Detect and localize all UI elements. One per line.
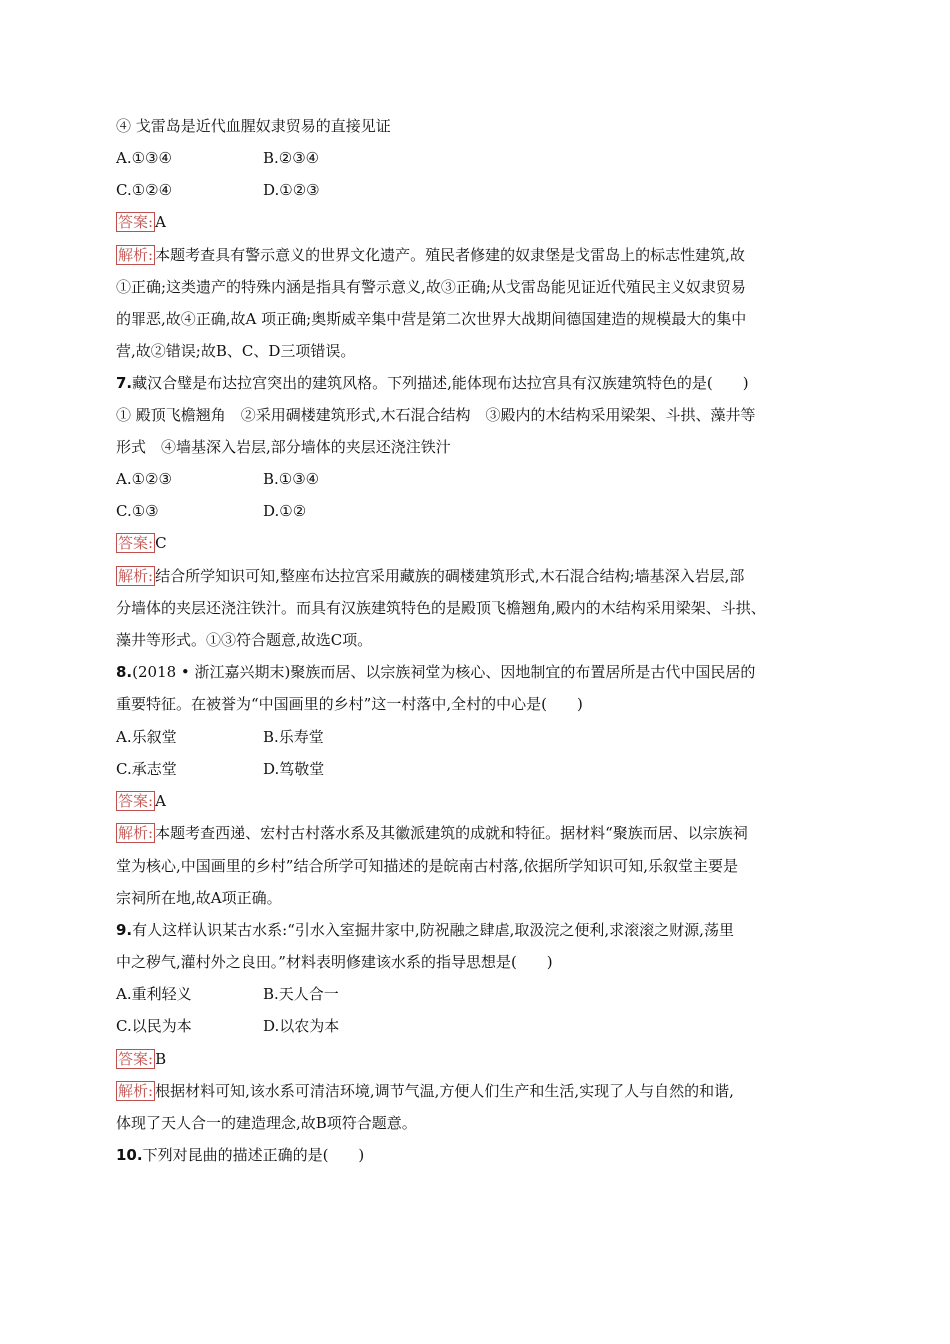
question-10-stem xyxy=(116,1145,836,1165)
statements-line: ① 殿顶飞檐翘角 ②采用碉楼建筑形式,木石混合结构 ③殿内的木结构采用梁架、斗拱、藻井等 xyxy=(116,406,756,424)
answer-value: C xyxy=(155,534,167,552)
answer-tag: 答案: xyxy=(118,792,154,810)
question-number: 7. xyxy=(116,374,133,392)
option-d: D.笃敬堂 xyxy=(263,760,325,778)
option-b: B.天人合一 xyxy=(263,985,339,1003)
analysis-text: 宗祠所在地,故A项正确。 xyxy=(116,889,282,907)
option-b: B.①③④ xyxy=(263,470,320,488)
option-a: A.①③④ xyxy=(116,149,172,167)
question-number: 9. xyxy=(116,921,133,939)
analysis-text: 营,故②错误;故B、C、D三项错误。 xyxy=(116,342,356,360)
option-d: D.①②③ xyxy=(263,181,320,199)
option-c: C.以民为本 xyxy=(116,1017,192,1035)
analysis-tag: 解析: xyxy=(118,246,154,264)
option-c: C.①②④ xyxy=(116,181,173,199)
answer-value: B xyxy=(155,1050,167,1068)
option-d: D.①② xyxy=(263,502,307,520)
analysis-text: 的罪恶,故④正确,故A 项正确;奥斯威辛集中营是第二次世界大战期间德国建造的规模最大的集中 xyxy=(116,310,747,328)
answer-line xyxy=(116,533,836,553)
question-7-stem xyxy=(116,373,836,393)
analysis-tag: 解析: xyxy=(118,824,154,842)
question-text: 重要特征。在被誉为“中国画里的乡村”这一村落中,全村的中心是( ) xyxy=(116,695,583,713)
analysis-text: 体现了天人合一的建造理念,故B项符合题意。 xyxy=(116,1114,417,1132)
question-8-stem xyxy=(116,662,836,682)
answer-line xyxy=(116,212,836,232)
option-c: C.①③ xyxy=(116,502,159,520)
option-c: C.承志堂 xyxy=(116,760,177,778)
option-b: B.乐寿堂 xyxy=(263,728,324,746)
analysis-line xyxy=(116,245,836,265)
option-b: B.②③④ xyxy=(263,149,320,167)
analysis-text: 本题考查具有警示意义的世界文化遗产。殖民者修建的奴隶堡是戈雷岛上的标志性建筑,故 xyxy=(155,246,745,264)
question-text: 有人这样认识某古水系:“引水入室掘井家中,防祝融之肆虐,取汲浣之便利,求滚滚之财源,荡里 xyxy=(132,921,734,939)
question-number: 10. xyxy=(116,1146,143,1164)
analysis-text: 分墙体的夹层还浇注铁汁。而具有汉族建筑特色的是殿顶飞檐翘角,殿内的木结构采用梁架、斗拱、 xyxy=(116,599,766,617)
answer-tag: 答案: xyxy=(118,1050,154,1068)
analysis-text: 结合所学知识可知,整座布达拉宫采用藏族的碉楼建筑形式,木石混合结构;墙基深入岩层,部 xyxy=(155,567,745,585)
analysis-text: 藻井等形式。①③符合题意,故选C项。 xyxy=(116,631,373,649)
answer-tag: 答案: xyxy=(118,213,154,231)
answer-value: A xyxy=(155,213,166,231)
answer-line xyxy=(116,1049,836,1069)
answer-value: A xyxy=(155,792,166,810)
analysis-tag: 解析: xyxy=(118,567,154,585)
statement-4: ④ 戈雷岛是近代血腥奴隶贸易的直接见证 xyxy=(116,117,391,135)
analysis-line xyxy=(116,1081,836,1101)
question-text: 中之秽气,灌村外之良田。”材料表明修建该水系的指导思想是( ) xyxy=(116,953,553,971)
option-a: A.重利轻义 xyxy=(116,985,192,1003)
question-9-stem xyxy=(116,920,836,940)
question-text: (2018 • 浙江嘉兴期末)聚族而居、以宗族祠堂为核心、因地制宜的布置居所是古代中国民居的 xyxy=(132,663,756,681)
answer-line xyxy=(116,791,836,811)
analysis-text: 根据材料可知,该水系可清洁环境,调节气温,方便人们生产和生活,实现了人与自然的和谐, xyxy=(155,1082,734,1100)
question-number: 8. xyxy=(116,663,133,681)
option-a: A.乐叙堂 xyxy=(116,728,177,746)
analysis-tag: 解析: xyxy=(118,1082,154,1100)
option-d: D.以农为本 xyxy=(263,1017,340,1035)
analysis-text: 本题考查西递、宏村古村落水系及其徽派建筑的成就和特征。据材料“聚族而居、以宗族祠 xyxy=(155,824,748,842)
answer-tag: 答案: xyxy=(118,534,154,552)
analysis-text: ①正确;这类遗产的特殊内涵是指具有警示意义,故③正确;从戈雷岛能见证近代殖民主义奴隶贸易 xyxy=(116,278,746,296)
analysis-text: 堂为核心,中国画里的乡村”结合所学可知描述的是皖南古村落,依据所学知识可知,乐叙堂主要是 xyxy=(116,857,738,875)
analysis-line xyxy=(116,566,836,586)
statements-line: 形式 ④墙基深入岩层,部分墙体的夹层还浇注铁汁 xyxy=(116,438,451,456)
question-text: 下列对昆曲的描述正确的是( ) xyxy=(142,1146,365,1164)
analysis-line xyxy=(116,823,836,843)
question-text: 藏汉合璧是布达拉宫突出的建筑风格。下列描述,能体现布达拉宫具有汉族建筑特色的是( ) xyxy=(132,374,749,392)
option-a: A.①②③ xyxy=(116,470,172,488)
